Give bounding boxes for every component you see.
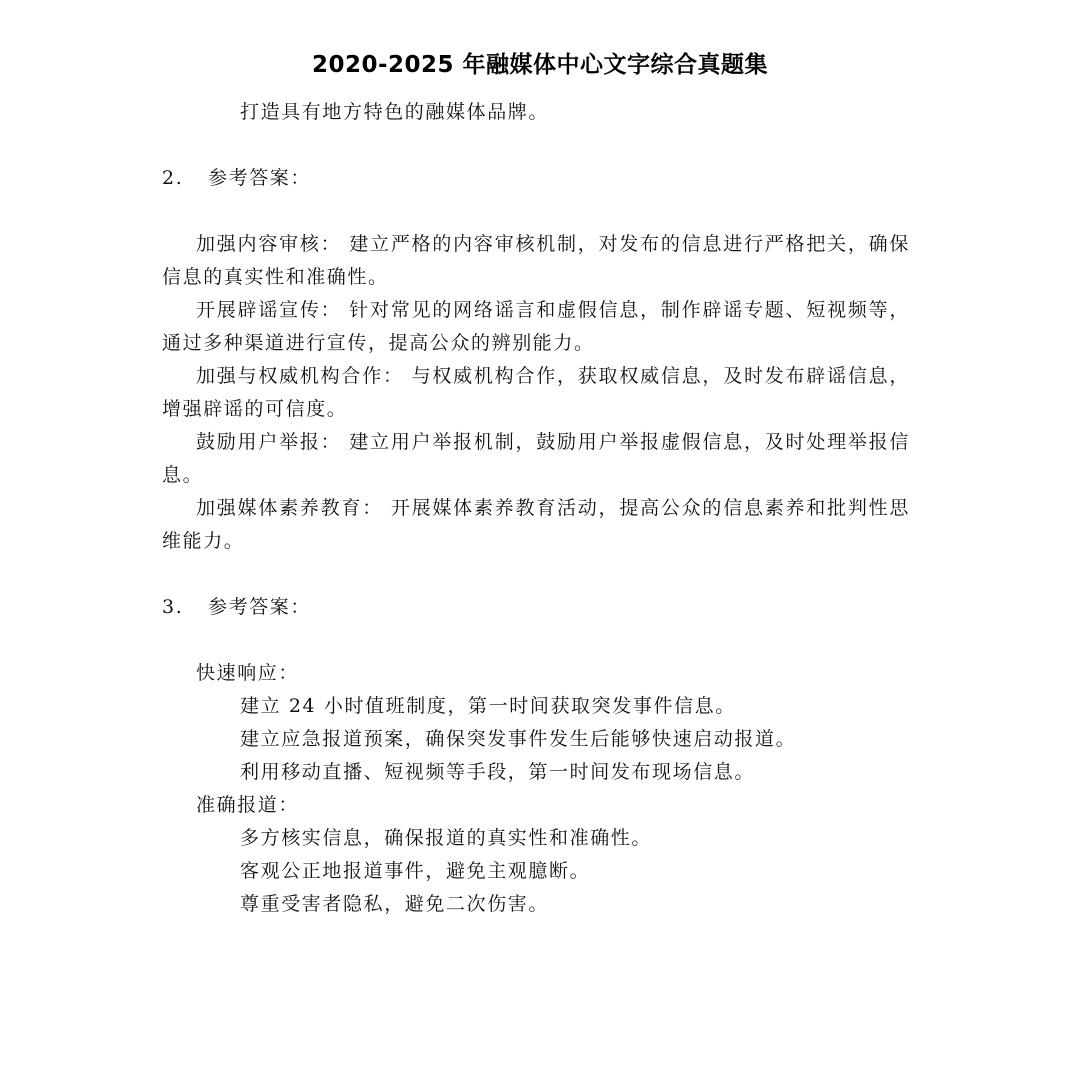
document-body <box>162 96 910 921</box>
paragraph-label: 加强媒体素养教育： <box>196 497 383 519</box>
answer-paragraph <box>162 360 910 426</box>
paragraph-text: 建立严格的内容审核机制，对发布的信息进行严格把关，确保信息的真实性和准确性。 <box>162 233 911 288</box>
continuation-line: 打造具有地方特色的融媒体品牌。 <box>240 101 550 123</box>
group-label: 准确报道： <box>196 794 300 816</box>
list-item: 利用移动直播、短视频等手段，第一时间发布现场信息。 <box>240 761 756 783</box>
answer-paragraph <box>162 228 910 294</box>
paragraph-text: 与权威机构合作，获取权威信息，及时发布辟谣信息，增强辟谣的可信度。 <box>162 365 910 420</box>
paragraph-text: 建立用户举报机制，鼓励用户举报虚假信息，及时处理举报信息。 <box>162 431 911 486</box>
list-item: 客观公正地报道事件，避免主观臆断。 <box>240 860 591 882</box>
section-heading: 参考答案： <box>208 596 312 618</box>
group-label: 快速响应： <box>196 662 300 684</box>
answer-paragraph <box>162 492 910 558</box>
paragraph-text: 针对常见的网络谣言和虚假信息，制作辟谣专题、短视频等，通过多种渠道进行宣传，提高公众的辨别能力。 <box>162 299 911 354</box>
list-item: 建立应急报道预案，确保突发事件发生后能够快速启动报道。 <box>240 728 797 750</box>
paragraph-label: 开展辟谣宣传： <box>196 299 342 321</box>
list-item: 尊重受害者隐私，避免二次伤害。 <box>240 893 550 915</box>
section-heading: 参考答案： <box>208 167 312 189</box>
section-2-heading <box>162 162 910 195</box>
list-item: 建立 24 小时值班制度，第一时间获取突发事件信息。 <box>240 695 736 717</box>
section-3-heading <box>162 591 910 624</box>
paragraph-text: 开展媒体素养教育活动，提高公众的信息素养和批判性思维能力。 <box>162 497 911 552</box>
page-title: 2020-2025 年融媒体中心文字综合真题集 <box>311 52 769 78</box>
paragraph-label: 鼓励用户举报： <box>196 431 342 453</box>
paragraph-label: 加强内容审核： <box>196 233 342 255</box>
section-number: 3. <box>162 596 184 618</box>
section-number: 2. <box>162 167 184 189</box>
answer-paragraph <box>162 294 910 360</box>
answer-paragraph <box>162 426 910 492</box>
paragraph-label: 加强与权威机构合作： <box>196 365 404 387</box>
list-item: 多方核实信息，确保报道的真实性和准确性。 <box>240 827 653 849</box>
